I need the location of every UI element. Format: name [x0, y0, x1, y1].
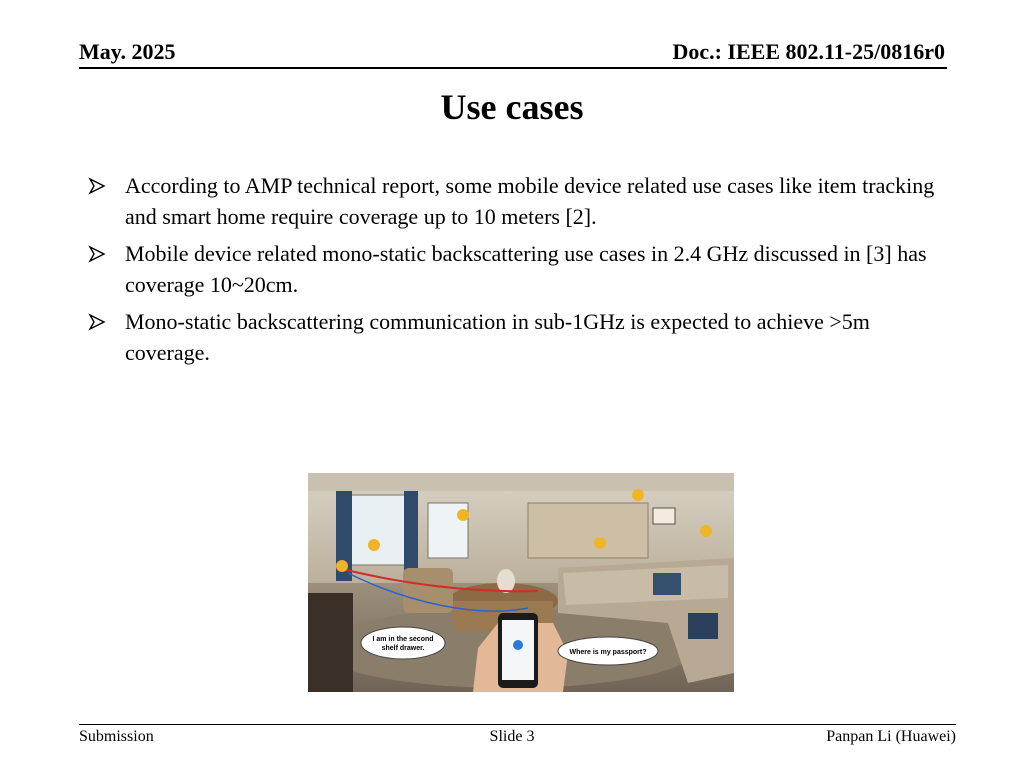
blue-pillow [653, 573, 681, 595]
tag-icon [594, 537, 606, 549]
tag-icon [336, 560, 348, 572]
arrow-bullet-icon [88, 177, 106, 195]
microphone-icon [513, 640, 523, 650]
tag-icon [368, 539, 380, 551]
bullet-text: According to AMP technical report, some mobile device related use cases like item tracking and smart home require coverage up to 10 meters [2]. [125, 173, 935, 229]
curtain-right [404, 491, 418, 581]
kitchen-cabinets [528, 503, 648, 558]
smart-home-photo [308, 473, 734, 692]
bubble-left-text-line1: I am in the second [372, 636, 434, 643]
tag-icon [632, 489, 644, 501]
slide-title: Use cases [440, 87, 584, 127]
bullet-text: Mobile device related mono-static backscattering use cases in 2.4 GHz discussed in [3] has coverage 10~20cm. [125, 241, 927, 297]
bullet-item [88, 306, 958, 368]
bubble-left-text-line2: shelf drawer. [381, 645, 425, 652]
bullet-item [88, 170, 958, 232]
vase [497, 569, 515, 593]
speech-bubble-left [361, 627, 445, 659]
picture-frame [653, 508, 675, 524]
tag-icon [457, 509, 469, 521]
header-divider [79, 67, 947, 69]
dark-cabinet [308, 593, 353, 692]
tag-icon [700, 525, 712, 537]
footer-slide-number: Slide 3 [489, 728, 535, 745]
bullet-item [88, 238, 958, 300]
bullet-list [88, 170, 958, 374]
living-room-illustration [308, 473, 734, 692]
arrow-bullet-icon [88, 313, 106, 331]
footer-divider [79, 724, 956, 725]
window [348, 495, 406, 565]
blue-pillow-2 [688, 613, 718, 639]
footer-author: Panpan Li (Huawei) [826, 728, 956, 745]
arrow-bullet-icon [88, 245, 106, 263]
header-date: May. 2025 [79, 39, 176, 64]
bullet-text: Mono-static backscattering communication in sub-1GHz is expected to achieve >5m coverage. [125, 309, 870, 365]
ceiling [308, 473, 734, 491]
bubble-right-text: Where is my passport? [569, 649, 647, 656]
header-doc-id: Doc.: IEEE 802.11-25/0816r0 [672, 39, 945, 64]
footer-submission: Submission [79, 728, 154, 745]
